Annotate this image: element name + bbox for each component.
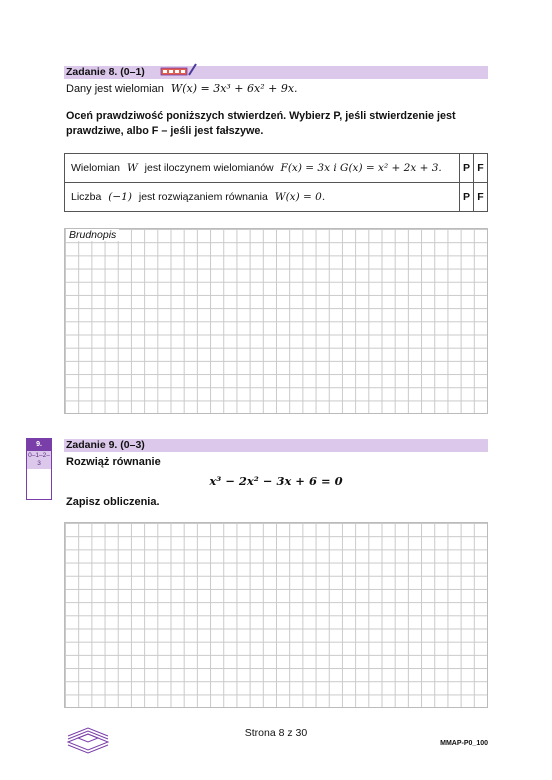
task-9-note: Zapisz obliczenia. [66,496,160,508]
answer-grid[interactable] [64,522,488,708]
task-8-intro: Dany jest wielomian [66,83,164,95]
statement-math: F(x) = 3x i G(x) = x² + 2x + 3. [280,162,442,174]
task-9-instruction: Rozwiąż równanie [66,456,161,468]
exam-code: MMAP-P0_100 [440,740,488,747]
task-9-title: Zadanie 9. (0–3) [66,439,145,451]
score-box-number: 9. [27,439,51,451]
task-8-title: Zadanie 8. (0–1) [66,66,145,78]
task-9-equation: x³ − 2x² − 3x + 6 = 0 [209,474,343,488]
statement-math: W [126,162,138,174]
score-box [26,438,52,500]
table-row [65,183,488,212]
table-row [65,154,488,183]
true-false-table [64,153,488,212]
score-options: 0–1–2–3 [28,452,50,467]
statement-text: Liczba [71,191,102,203]
statement-math: (−1) [108,191,132,203]
statement-text: Wielomian [71,162,121,174]
pencil-icon [160,62,198,78]
scratch-label: Brudnopis [66,229,119,241]
option-p-2[interactable]: P [460,183,474,212]
task-9-header [64,439,488,452]
statement-text: jest iloczynem wielomianów [144,162,274,174]
scratch-grid[interactable] [64,228,488,414]
statement-2 [65,183,460,212]
option-f-1[interactable]: F [474,154,488,183]
task-8-instruction: Oceń prawdziwość poniższych stwierdzeń. Wybierz P, jeśli stwierdzenie jest prawdziwe, albo F – jeśli jest fałszywe. [66,110,456,137]
page-number: Strona 8 z 30 [244,727,308,739]
task-8-header [64,66,488,79]
task-8-intro-line [66,82,298,95]
statement-text: jest rozwiązaniem równania [138,191,268,203]
statement-math: W(x) = 0. [274,191,326,203]
option-p-1[interactable]: P [460,154,474,183]
option-f-2[interactable]: F [474,183,488,212]
statement-1 [65,154,460,183]
task-8-polynomial: W(x) = 3x³ + 6x² + 9x. [170,82,298,95]
